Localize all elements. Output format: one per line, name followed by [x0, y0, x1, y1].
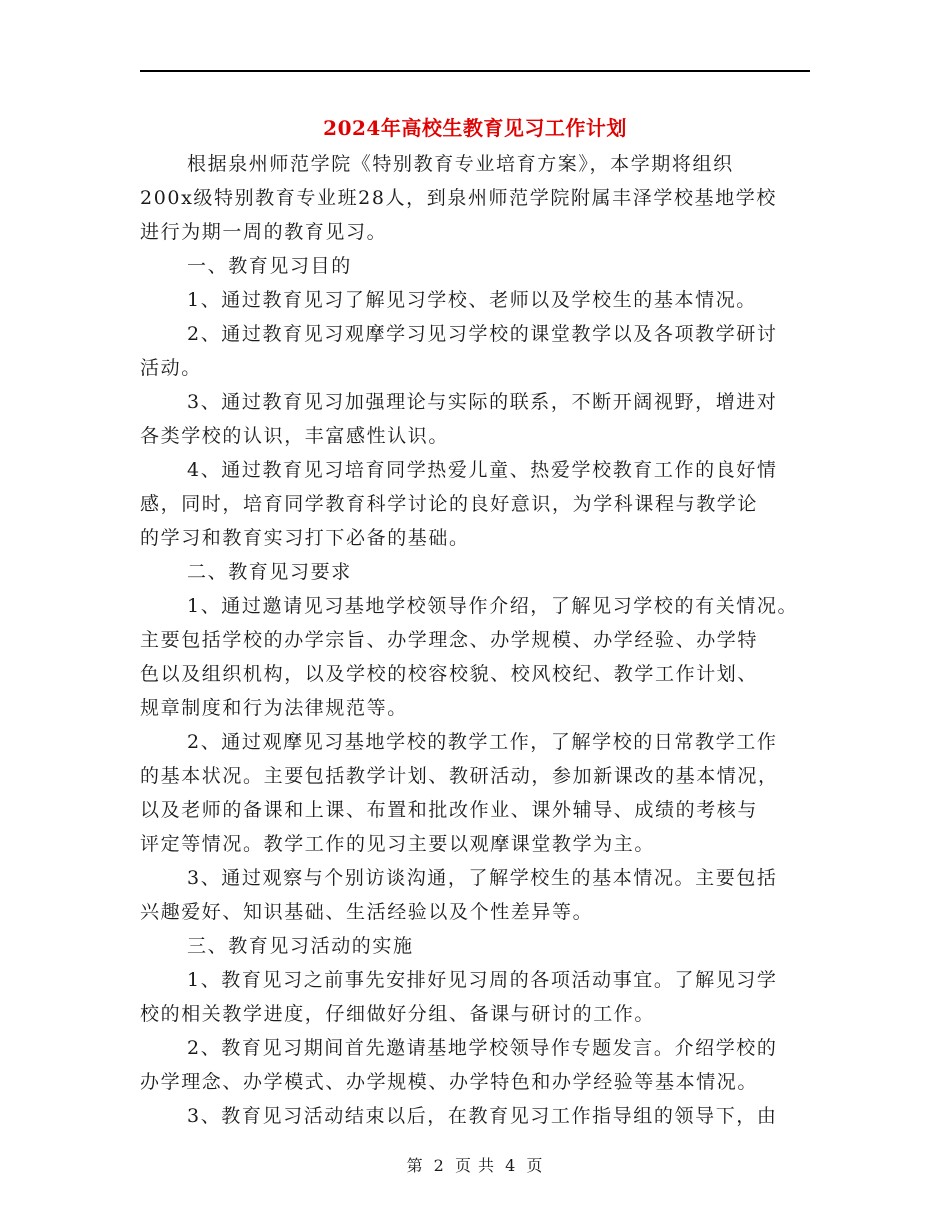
paragraph-line: 1、通过教育见习了解见习学校、老师以及学校生的基本情况。: [187, 289, 757, 311]
paragraph-line: 4、通过教育见习培育同学热爱儿童、热爱学校教育工作的良好情: [187, 459, 778, 481]
paragraph-line: 3、通过观察与个别访谈沟通，了解学校生的基本情况。主要包括: [187, 867, 778, 889]
paragraph-line: 评定等情况。教学工作的见习主要以观摩课堂教学为主。: [140, 833, 656, 855]
paragraph-line: 2、通过教育见习观摩学习见习学校的课堂教学以及各项教学研讨: [187, 323, 778, 345]
paragraph-line: 200x级特别教育专业班28人，到泉州师范学院附属丰泽学校基地学校: [140, 187, 777, 209]
section-heading: 三、教育见习活动的实施: [187, 935, 414, 957]
page-label-prefix: 第: [406, 1156, 424, 1175]
section-heading: 二、教育见习要求: [187, 561, 352, 583]
page-label-mid: 页 共: [454, 1156, 496, 1175]
paragraph-line: 色以及组织机构，以及学校的校容校貌、校风校纪、教学工作计划、: [140, 663, 759, 685]
paragraph-line: 活动。: [140, 357, 202, 379]
paragraph-line: 以及老师的备课和上课、布置和批改作业、课外辅导、成绩的考核与: [140, 799, 759, 821]
paragraph-line: 校的相关教学进度，仔细做好分组、备课与研讨的工作。: [140, 1003, 656, 1025]
paragraph-line: 根据泉州师范学院《特别教育专业培育方案》，本学期将组织: [187, 153, 734, 175]
header-rule: [140, 70, 810, 72]
paragraph-line: 2、通过观摩见习基地学校的教学工作，了解学校的日常教学工作: [187, 731, 778, 753]
paragraph-line: 进行为期一周的教育见习。: [140, 221, 388, 243]
paragraph-line: 1、教育见习之前事先安排好见习周的各项活动事宜。了解见习学: [187, 969, 778, 991]
paragraph-line: 1、通过邀请见习基地学校领导作介绍，了解见习学校的有关情况。: [187, 595, 799, 617]
paragraph-line: 感，同时，培育同学教育科学讨论的良好意识，为学科课程与教学论: [140, 493, 759, 515]
section-heading: 一、教育见习目的: [187, 255, 352, 277]
total-page-count: 4: [505, 1156, 517, 1175]
current-page-number: 2: [433, 1156, 445, 1175]
paragraph-line: 的基本状况。主要包括教学计划、教研活动，参加新课改的基本情况，: [140, 765, 779, 787]
paragraph-line: 办学理念、办学模式、办学规模、办学特色和办学经验等基本情况。: [140, 1071, 759, 1093]
page-footer: [0, 1153, 950, 1176]
paragraph-line: 的学习和教育实习打下必备的基础。: [140, 527, 470, 549]
paragraph-line: 3、教育见习活动结束以后，在教育见习工作指导组的领导下，由: [187, 1105, 778, 1127]
paragraph-line: 3、通过教育见习加强理论与实际的联系，不断开阔视野，增进对: [187, 391, 778, 413]
paragraph-line: 规章制度和行为法律规范等。: [140, 697, 408, 719]
paragraph-line: 2、教育见习期间首先邀请基地学校领导作专题发言。介绍学校的: [187, 1037, 778, 1059]
page-label-suffix: 页: [526, 1156, 544, 1175]
paragraph-line: 各类学校的认识，丰富感性认识。: [140, 425, 450, 447]
paragraph-line: 主要包括学校的办学宗旨、办学理念、办学规模、办学经验、办学特: [140, 629, 759, 651]
paragraph-line: 兴趣爱好、知识基础、生活经验以及个性差异等。: [140, 901, 594, 923]
document-title: 2024年高校生教育见习工作计划: [323, 116, 627, 140]
